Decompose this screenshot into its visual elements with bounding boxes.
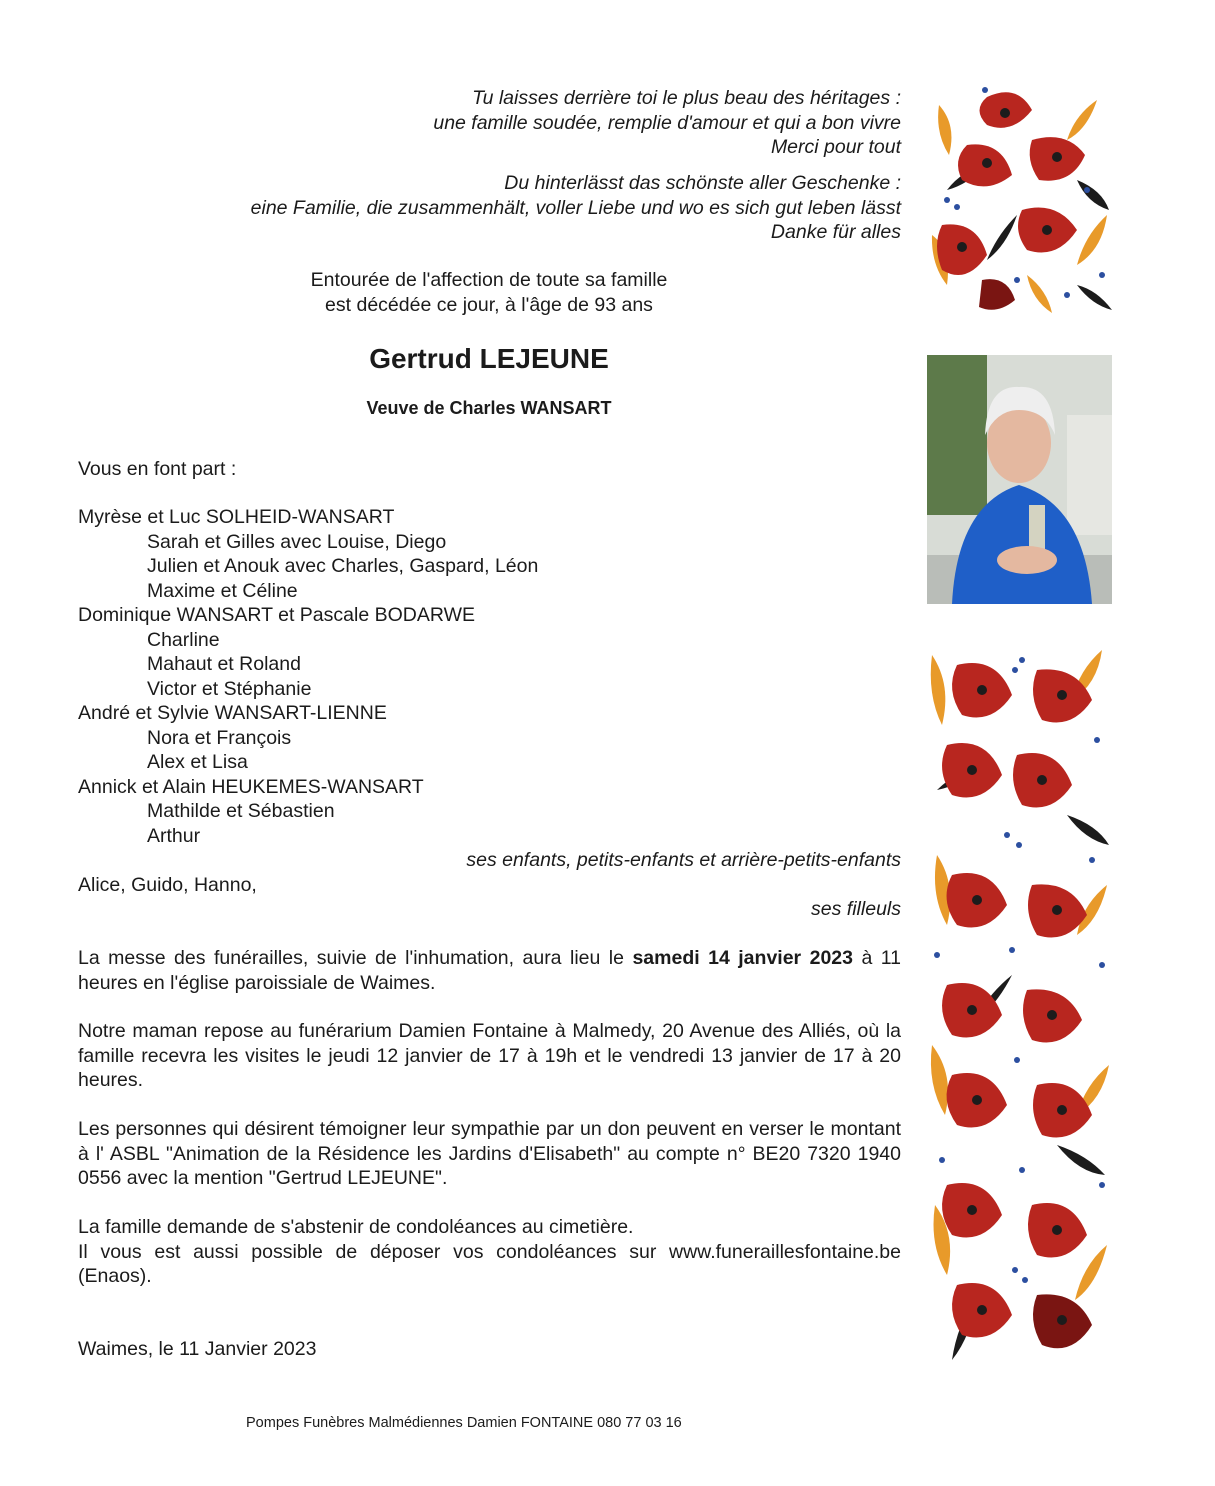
family-line: Nora et François (147, 726, 292, 749)
quote-fr-line: Tu laisses derrière toi le plus beau des héritages : (472, 87, 901, 109)
quote-de-line: eine Familie, die zusammenhält, voller Liebe und wo es sich gut leben lässt (250, 196, 901, 219)
donation-paragraph: Les personnes qui désirent témoigner leur sympathie par un don peuvent en verser le montant à l' ASBL "Animation de la Résidence les Jardins d'Elisabeth" au compte n° BE20 7320 1940 0556 avec la mention "Gertrud LEJEUNE". (78, 1118, 901, 1189)
family-line: Myrèse et Luc SOLHEID-WANSART (78, 506, 395, 528)
family-line: André et Sylvie WANSART-LIENNE (78, 702, 387, 724)
floral-decoration-bottom (927, 645, 1114, 1367)
flower-icon (942, 663, 1092, 1348)
family-line: Julien et Anouk avec Charles, Gaspard, Léon (147, 555, 539, 577)
announce-label: Vous en font part : (78, 458, 237, 480)
family-line: Mahaut et Roland (147, 653, 301, 675)
intro-line: Entourée de l'affection de toute sa famille (310, 269, 668, 291)
quote-fr-line: Merci pour tout (770, 136, 901, 158)
quote-french (433, 86, 901, 160)
visits-paragraph: Notre maman repose au funérarium Damien Fontaine à Malmedy, 20 Avenue des Alliés, où la famille recevra les visites le jeudi 12 janvier de 17 à 19h et le vendredi 13 janvier de 17 à 20 heures. (78, 1020, 901, 1091)
deceased-name: Gertrud LEJEUNE (369, 343, 609, 374)
deceased-photo (927, 355, 1112, 604)
condolences-line: Il vous est aussi possible de déposer vos condoléances sur www.funeraillesfontaine.be (Enaos). (78, 1240, 901, 1287)
funeral-text-before: La messe des funérailles, suivie de l'inhumation, aura lieu le (78, 947, 633, 969)
family-list (78, 505, 538, 848)
death-intro (279, 268, 699, 317)
floral-decoration-top (927, 85, 1114, 315)
funeral-paragraph (78, 946, 901, 995)
place-date: Waimes, le 11 Janvier 2023 (78, 1338, 317, 1360)
quote-fr-line: une famille soudée, remplie d'amour et qui a bon vivre (433, 111, 901, 134)
condolences-line: La famille demande de s'abstenir de condoléances au cimetière. (78, 1216, 634, 1238)
family-line: Charline (147, 628, 220, 651)
family-line: Mathilde et Sébastien (147, 800, 335, 822)
footer-funeral-home: Pompes Funèbres Malmédiennes Damien FONTAINE 080 77 03 16 (246, 1415, 682, 1431)
family-line: Victor et Stéphanie (147, 677, 312, 700)
family-line: Sarah et Gilles avec Louise, Diego (147, 530, 447, 553)
family-line: Dominique WANSART et Pascale BODARWE (78, 604, 475, 626)
family-line: Arthur (147, 824, 201, 847)
quote-german (251, 171, 901, 245)
flower-icon (937, 92, 1085, 310)
family-line: Annick et Alain HEUKEMES-WANSART (78, 775, 424, 798)
family-line: Alex et Lisa (147, 751, 248, 773)
quote-de-line: Du hinterlässt das schönste aller Geschenke : (504, 172, 901, 194)
condolences-paragraph (78, 1215, 901, 1289)
family-caption: ses enfants, petits-enfants et arrière-petits-enfants (466, 849, 901, 871)
funeral-text-after: à 11 heures en l'église paroissiale de Waimes. (78, 947, 901, 994)
funeral-date: samedi 14 janvier 2023 (632, 947, 853, 969)
quote-de-line: Danke für alles (770, 221, 901, 243)
godchildren-caption: ses filleuls (811, 898, 901, 920)
godchildren: Alice, Guido, Hanno, (78, 874, 257, 896)
intro-line: est décédée ce jour, à l'âge de 93 ans (325, 293, 653, 316)
widow-of: Veuve de Charles WANSART (366, 398, 612, 418)
family-line: Maxime et Céline (147, 579, 298, 602)
